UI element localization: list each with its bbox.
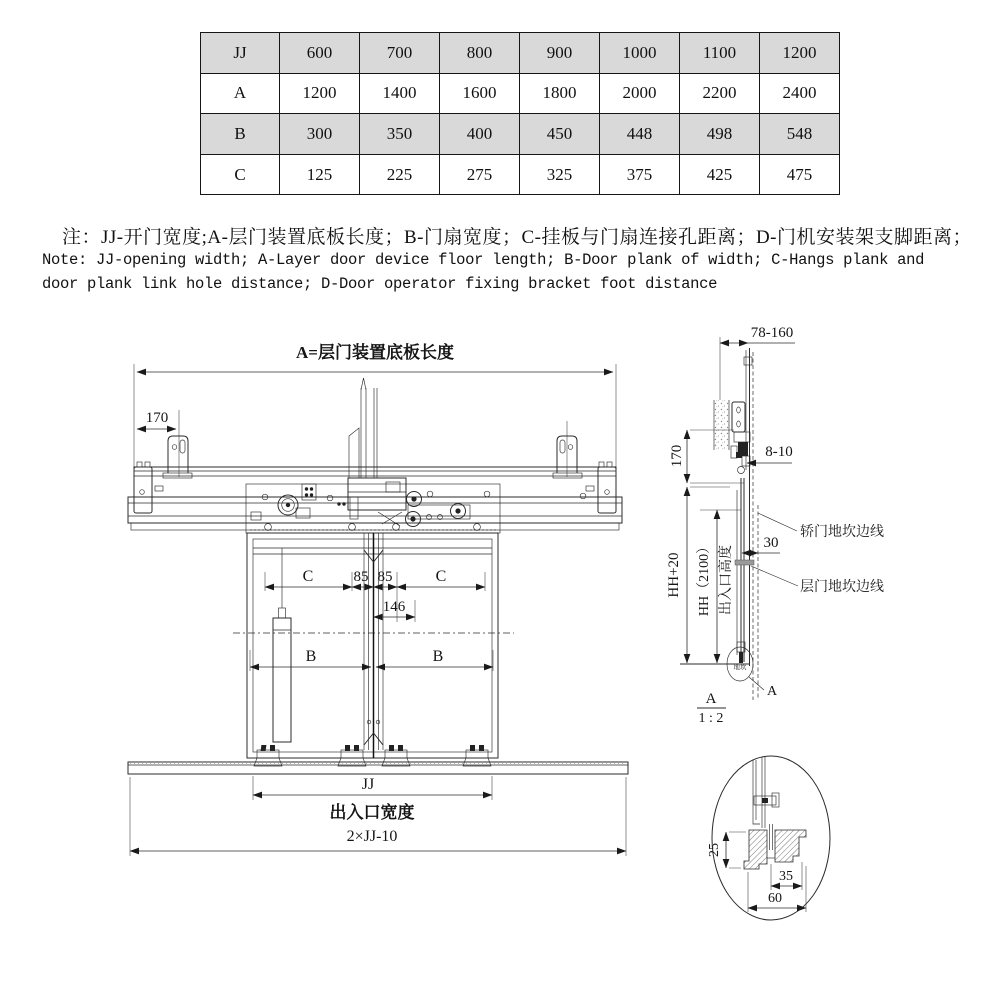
- door-closer-weight: [273, 548, 291, 742]
- dim-85-right-label: 85: [377, 569, 393, 585]
- dim-b-left-label: B: [305, 648, 317, 665]
- table-cell: 1200: [280, 73, 360, 114]
- table-cell: 1000: [600, 33, 680, 74]
- table-cell: 1600: [440, 73, 520, 114]
- note-chinese: 注：JJ-开门宽度;A-层门装置底板长度；B-门扇宽度；C-挂板与门扇连接孔距离；D-门机安装架支脚距离；: [62, 227, 972, 248]
- table-row-label: B: [201, 114, 280, 155]
- table-cell: 600: [280, 33, 360, 74]
- table-row-label: JJ: [201, 33, 280, 74]
- dim-hh20-label: HH+20: [666, 552, 682, 598]
- table-cell: 375: [600, 154, 680, 195]
- table-cell: 275: [440, 154, 520, 195]
- table-cell: 1100: [680, 33, 760, 74]
- table-cell: 350: [360, 114, 440, 155]
- dim-hh-label: HH（2100）: [697, 539, 712, 617]
- table-cell: 475: [760, 154, 840, 195]
- table-cell: 1200: [760, 33, 840, 74]
- table-cell: 2400: [760, 73, 840, 114]
- table-row-label: C: [201, 154, 280, 195]
- landing-sill-line-label: 层门地坎边线: [800, 580, 884, 595]
- detail-view-a: [707, 756, 830, 920]
- table-cell: 2200: [680, 73, 760, 114]
- table-cell: 450: [520, 114, 600, 155]
- table-cell: 498: [680, 114, 760, 155]
- table-cell: 325: [520, 154, 600, 195]
- note-english-line1: Note: JJ-opening width; A-Layer door device floor length; B-Door plank of width; C-Hangs plank and: [42, 251, 925, 269]
- dim-60-label: 60: [768, 891, 782, 906]
- mounting-bracket-left: [163, 436, 192, 478]
- dim-total-length-label: A=层门装置底板长度: [296, 343, 454, 362]
- table-cell: 125: [280, 154, 360, 195]
- dim-header-height-label: 170: [669, 444, 685, 468]
- dim-85-left-label: 85: [353, 569, 369, 585]
- table-cell: 548: [760, 114, 840, 155]
- entrance-height-label: 出入口高度: [719, 545, 734, 615]
- wall-section: [714, 400, 729, 450]
- door-section: [731, 348, 758, 700]
- dim-wall-gap-label: 78-160: [750, 325, 794, 341]
- door-hanger-mechanism: [246, 484, 500, 533]
- table-cell: 2000: [600, 73, 680, 114]
- detail-scale-label: 1 : 2: [698, 711, 724, 726]
- dim-170-label: 170: [145, 410, 169, 426]
- door-panels: [233, 530, 514, 758]
- table-cell: 425: [680, 154, 760, 195]
- dim-jj-label: JJ: [361, 776, 375, 793]
- door-guide-shoes: [254, 745, 491, 766]
- belt-and-clamp: [348, 378, 406, 510]
- table-cell: 1400: [360, 73, 440, 114]
- detail-ref-label: A: [767, 684, 778, 699]
- dim-c-left-label: C: [302, 568, 314, 585]
- table-cell: 400: [440, 114, 520, 155]
- front-view: [128, 342, 628, 856]
- dim-b-right-label: B: [432, 648, 444, 665]
- table-row-label: A: [201, 73, 280, 114]
- table-cell: 800: [440, 33, 520, 74]
- door-operator-track: [128, 462, 622, 530]
- detail-title-label: A: [705, 691, 717, 707]
- side-view: [666, 325, 884, 726]
- landing-sill: [128, 762, 628, 774]
- dim-35-label: 35: [779, 869, 793, 884]
- table-cell: 700: [360, 33, 440, 74]
- dim-sill-gap-label: 30: [763, 535, 779, 551]
- landing-sill-section: [735, 560, 754, 565]
- entrance-formula-label: 2×JJ-10: [346, 828, 398, 845]
- dim-door-gap-label: 8-10: [765, 444, 793, 460]
- table-cell: 300: [280, 114, 360, 155]
- table-cell: 225: [360, 154, 440, 195]
- sill-tiny-label: 地坎: [733, 664, 747, 671]
- table-cell: 448: [600, 114, 680, 155]
- entrance-width-label: 出入口宽度: [329, 803, 415, 822]
- dim-25-label: 25: [707, 843, 722, 857]
- note-english-line2: door plank link hole distance; D-Door operator fixing bracket foot distance: [42, 275, 718, 293]
- table-cell: 900: [520, 33, 600, 74]
- dim-c-right-label: C: [435, 568, 447, 585]
- dim-146-label: 146: [382, 599, 406, 615]
- table-cell: 1800: [520, 73, 600, 114]
- car-sill-line-label: 轿门地坎边线: [800, 525, 884, 540]
- mounting-bracket-right: [553, 436, 582, 478]
